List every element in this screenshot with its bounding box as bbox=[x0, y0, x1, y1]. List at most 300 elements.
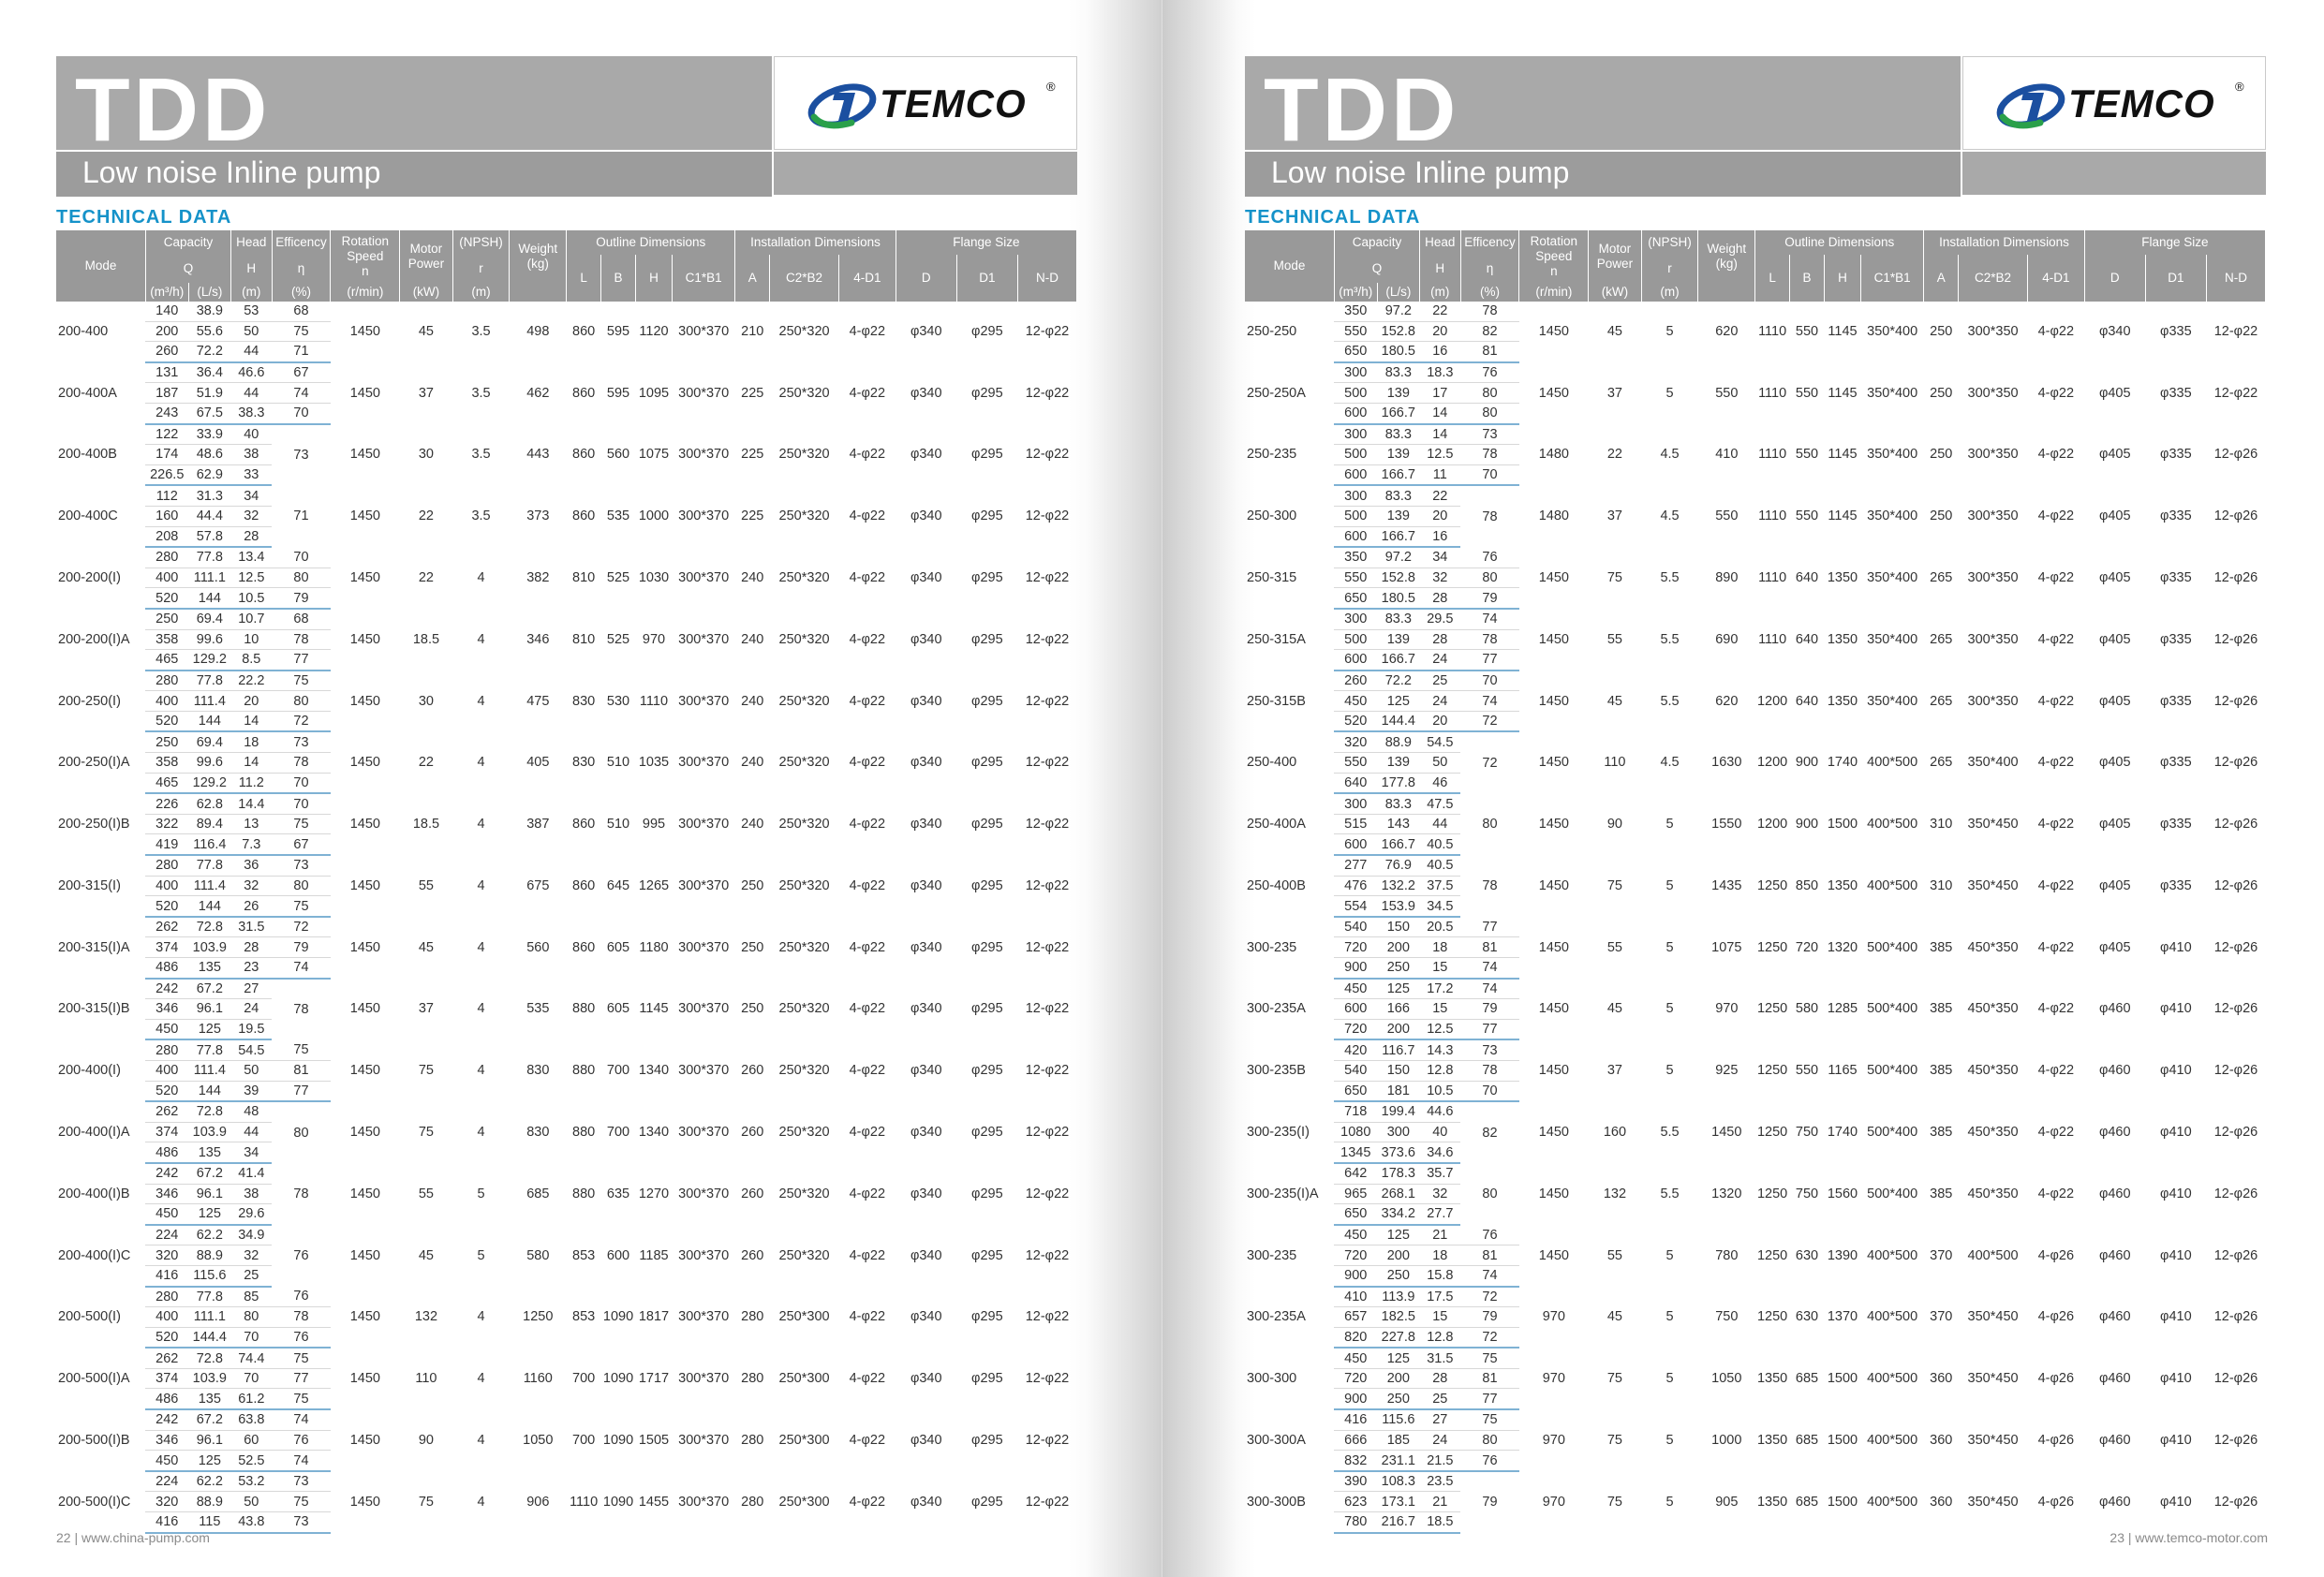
table-cell: 1110 bbox=[570, 1494, 599, 1510]
table-cell: 31.3 bbox=[188, 485, 231, 506]
table-cell: 1500 bbox=[1827, 1371, 1858, 1387]
table-cell: 300*370 bbox=[678, 324, 730, 340]
table-cell: 498 bbox=[526, 324, 550, 340]
table-cell: φ410 bbox=[2160, 1309, 2192, 1325]
table-cell: 8.5 bbox=[231, 650, 272, 671]
table-cell: 21 bbox=[1420, 1225, 1460, 1245]
table-cell: φ405 bbox=[2098, 631, 2131, 647]
table-cell: 30 bbox=[418, 447, 434, 463]
table-cell: φ295 bbox=[971, 939, 1003, 955]
table-cell: 450*350 bbox=[1967, 1186, 2019, 1201]
model-name: 250-250 bbox=[1247, 324, 1297, 340]
table-row bbox=[1245, 485, 2266, 506]
table-cell: 860 bbox=[572, 939, 596, 955]
table-cell: 970 bbox=[642, 631, 666, 647]
table-cell: 1450 bbox=[1538, 939, 1569, 955]
table-cell: 73 bbox=[1460, 1039, 1519, 1060]
table-cell: 600 bbox=[606, 1247, 630, 1263]
table-cell: 300*370 bbox=[678, 755, 730, 771]
table-cell: 81 bbox=[272, 1060, 331, 1081]
table-cell: 11.2 bbox=[231, 773, 272, 793]
table-row bbox=[56, 731, 1077, 752]
table-cell: 520 bbox=[1334, 711, 1377, 731]
table-cell: 450*350 bbox=[1967, 1063, 2019, 1079]
table-cell: 385 bbox=[1930, 1063, 1953, 1079]
table-cell: 310 bbox=[1930, 877, 1953, 893]
table-cell: 300*350 bbox=[1967, 508, 2019, 524]
table-cell: 12-φ22 bbox=[1025, 693, 1070, 709]
table-cell: 54.5 bbox=[231, 1039, 272, 1060]
table-cell: 718 bbox=[1334, 1101, 1377, 1122]
table-cell: 12-φ22 bbox=[1025, 755, 1070, 771]
table-cell: 250*300 bbox=[778, 1309, 830, 1325]
table-cell: 970 bbox=[1542, 1494, 1565, 1510]
table-cell: 22 bbox=[418, 755, 434, 771]
table-cell: 72 bbox=[1482, 755, 1498, 771]
table-row bbox=[1245, 1039, 2266, 1060]
table-cell: 50 bbox=[231, 1060, 272, 1081]
table-cell: 99.6 bbox=[188, 629, 231, 650]
model-name: 200-200(I) bbox=[58, 570, 121, 586]
table-cell: 860 bbox=[572, 447, 596, 463]
table-cell: 73 bbox=[1460, 424, 1519, 445]
table-cell: 4-φ26 bbox=[2037, 1309, 2075, 1325]
table-cell: 200 bbox=[1377, 1245, 1420, 1266]
table-cell: 12-φ26 bbox=[2213, 817, 2258, 833]
table-cell: 905 bbox=[1715, 1494, 1739, 1510]
table-cell: 4-φ22 bbox=[849, 939, 886, 955]
table-cell: 1340 bbox=[638, 1125, 670, 1141]
table-cell: 80 bbox=[293, 1125, 309, 1141]
table-cell: 1250 bbox=[1756, 1001, 1788, 1017]
table-cell: 965 bbox=[1334, 1184, 1377, 1204]
table-cell: 75 bbox=[272, 1348, 331, 1368]
table-cell: 5.5 bbox=[1660, 570, 1680, 586]
table-cell: 5 bbox=[1665, 1371, 1674, 1387]
table-cell: 890 bbox=[1715, 570, 1739, 586]
table-cell: 78 bbox=[1460, 1060, 1519, 1081]
table-cell: 83.3 bbox=[1377, 609, 1420, 629]
table-cell: 62.9 bbox=[188, 464, 231, 485]
table-cell: 99.6 bbox=[188, 753, 231, 774]
table-cell: 4-φ22 bbox=[849, 1001, 886, 1017]
table-cell: φ340 bbox=[2098, 324, 2131, 340]
table-cell: 83.3 bbox=[1377, 793, 1420, 814]
table-cell: 400*500 bbox=[1867, 1432, 1918, 1448]
table-row bbox=[56, 1101, 1077, 1122]
model-name: 200-400(I)C bbox=[58, 1247, 131, 1263]
table-cell: 74.4 bbox=[231, 1348, 272, 1368]
table-cell: 1250 bbox=[523, 1309, 554, 1325]
table-cell: 79 bbox=[1482, 1495, 1498, 1511]
table-cell: 12-φ22 bbox=[1025, 817, 1070, 833]
table-cell: 32 bbox=[231, 1245, 272, 1266]
model-name: 250-400 bbox=[1247, 755, 1297, 771]
table-cell: φ295 bbox=[971, 447, 1003, 463]
table-cell: 700 bbox=[606, 1063, 630, 1079]
table-cell: 125 bbox=[1377, 979, 1420, 999]
table-cell: 12-φ26 bbox=[2213, 1125, 2258, 1141]
table-cell: 374 bbox=[145, 1368, 188, 1389]
table-cell: 18 bbox=[1420, 937, 1460, 958]
model-name: 200-400B bbox=[58, 447, 117, 463]
table-cell: 88.9 bbox=[1377, 731, 1420, 752]
table-cell: 110 bbox=[1604, 755, 1626, 771]
table-cell: 4-φ22 bbox=[849, 324, 886, 340]
table-cell: 4-φ22 bbox=[2037, 693, 2075, 709]
table-cell: 61.2 bbox=[231, 1389, 272, 1409]
model-name: 200-400(I) bbox=[58, 1063, 121, 1079]
table-cell: 1110 bbox=[1758, 570, 1787, 586]
table-cell: 1250 bbox=[1756, 1125, 1788, 1141]
table-cell: φ460 bbox=[2098, 1371, 2131, 1387]
table-cell: 82 bbox=[1460, 321, 1519, 342]
table-cell: 300*370 bbox=[678, 1125, 730, 1141]
table-cell: 1350 bbox=[1756, 1494, 1788, 1510]
table-cell: 3.5 bbox=[471, 324, 491, 340]
table-cell: 346 bbox=[145, 1184, 188, 1204]
col-efficiency: Efficency bbox=[272, 230, 331, 255]
table-cell: 1450 bbox=[349, 1494, 380, 1510]
table-cell: 76.9 bbox=[1377, 855, 1420, 876]
table-cell: 250*320 bbox=[778, 1186, 830, 1201]
table-cell: 200 bbox=[1377, 937, 1420, 958]
table-header: Mode Capacity Head Efficency Rotation Speed n Motor Power (NPSH) Weight (kg) Outline Dimensions Installation Dimensions Flange Size Q H η r L B H C1*B1 A C2*B2 4-D1 D D1 N-D (m³/h) (L/s) (m) (%) (r/min) (kW) (m) bbox=[56, 230, 1077, 302]
table-cell: 34.5 bbox=[1420, 896, 1460, 917]
table-cell: 4 bbox=[477, 1309, 485, 1325]
table-cell: 4-φ22 bbox=[849, 631, 886, 647]
table-cell: 81 bbox=[1460, 1368, 1519, 1389]
table-cell: 5 bbox=[1665, 1001, 1674, 1017]
table-cell: 1500 bbox=[1827, 1494, 1858, 1510]
table-cell: 1450 bbox=[349, 1186, 380, 1201]
col-rotation-speed: Rotation Speed n bbox=[331, 230, 400, 283]
table-cell: 78 bbox=[272, 629, 331, 650]
model-name: 250-300 bbox=[1247, 508, 1297, 524]
table-cell: 4-φ22 bbox=[2037, 324, 2075, 340]
table-cell: 67 bbox=[272, 362, 331, 383]
table-cell: 450 bbox=[145, 1204, 188, 1225]
table-cell: 25 bbox=[231, 1265, 272, 1286]
table-cell: 300 bbox=[1334, 362, 1377, 383]
table-cell: 70 bbox=[272, 547, 331, 567]
table-cell: 51.9 bbox=[188, 383, 231, 404]
table-cell: 12-φ26 bbox=[2213, 693, 2258, 709]
table-cell: 1185 bbox=[639, 1247, 669, 1263]
table-cell: 860 bbox=[572, 324, 596, 340]
table-cell: 1817 bbox=[638, 1309, 670, 1325]
table-cell: 535 bbox=[606, 508, 630, 524]
table-cell: 38.3 bbox=[231, 403, 272, 423]
table-cell: 860 bbox=[572, 817, 596, 833]
table-cell: 129.2 bbox=[188, 650, 231, 671]
table-cell: 832 bbox=[1334, 1451, 1377, 1471]
table-cell: 75 bbox=[418, 1494, 434, 1510]
table-cell: 44 bbox=[1420, 814, 1460, 834]
table-cell: φ340 bbox=[910, 817, 942, 833]
table-cell: 144.4 bbox=[188, 1327, 231, 1348]
table-cell: 28 bbox=[1420, 629, 1460, 650]
table-header: Mode Capacity Head Efficency Rotation Speed n Motor Power (NPSH) Weight (kg) Outline Dimensions Installation Dimensions Flange Size Q H η r L B H C1*B1 A C2*B2 4-D1 D D1 N-D (m³/h) (L/s) (m) (%) (r/min) (kW) (m) bbox=[1245, 230, 2266, 302]
table-cell: 111.4 bbox=[188, 1060, 231, 1081]
table-cell: 666 bbox=[1334, 1430, 1377, 1451]
col-npsh: (NPSH) bbox=[1641, 230, 1698, 255]
product-title: TDD bbox=[75, 60, 272, 160]
table-cell: 80 bbox=[272, 876, 331, 896]
table-cell: 12-φ26 bbox=[2213, 1432, 2258, 1448]
table-cell: 12.5 bbox=[1420, 445, 1460, 465]
table-cell: 250*320 bbox=[778, 447, 830, 463]
table-cell: 1480 bbox=[1538, 447, 1569, 463]
table-cell: 970 bbox=[1542, 1309, 1565, 1325]
table-cell: φ335 bbox=[2160, 693, 2192, 709]
table-cell: 68 bbox=[272, 609, 331, 629]
table-cell: 280 bbox=[741, 1432, 764, 1448]
table-cell: 350*400 bbox=[1867, 631, 1918, 647]
table-cell: 160 bbox=[145, 506, 188, 526]
table-body-left bbox=[56, 302, 1077, 1533]
table-cell: 1450 bbox=[1538, 631, 1569, 647]
table-cell: 906 bbox=[526, 1494, 550, 1510]
table-cell: 550 bbox=[1795, 385, 1819, 401]
table-cell: 32 bbox=[231, 506, 272, 526]
table-cell: 18.5 bbox=[412, 631, 440, 647]
table-cell: 250 bbox=[1930, 508, 1953, 524]
table-cell: 41.4 bbox=[231, 1163, 272, 1184]
table-cell: φ460 bbox=[2098, 1494, 2131, 1510]
table-cell: 280 bbox=[145, 1287, 188, 1307]
table-cell: 250*320 bbox=[778, 1247, 830, 1263]
table-cell: 4-φ22 bbox=[2037, 1125, 2075, 1141]
model-name: 300-235(I) bbox=[1247, 1125, 1310, 1141]
table-cell: 500*400 bbox=[1867, 1125, 1918, 1141]
table-cell: 12-φ22 bbox=[1025, 447, 1070, 463]
table-cell: φ410 bbox=[2160, 1371, 2192, 1387]
table-cell: 67.2 bbox=[188, 1163, 231, 1184]
table-cell: 45 bbox=[1606, 324, 1622, 340]
table-cell: 70 bbox=[1460, 1081, 1519, 1101]
table-cell: 77 bbox=[1460, 650, 1519, 671]
table-cell: 76 bbox=[272, 1287, 331, 1307]
table-cell: 550 bbox=[1715, 508, 1739, 524]
table-cell: 80 bbox=[1460, 403, 1519, 423]
table-cell: 600 bbox=[1334, 650, 1377, 671]
table-cell: 224 bbox=[145, 1471, 188, 1492]
table-cell: 16 bbox=[1420, 342, 1460, 362]
temco-swoosh-icon bbox=[1995, 76, 2068, 132]
table-body-right bbox=[1245, 302, 2266, 1533]
table-cell: 20.5 bbox=[1420, 917, 1460, 937]
model-name: 300-235A bbox=[1247, 1309, 1306, 1325]
col-flange: Flange Size bbox=[896, 230, 1076, 255]
table-cell: 22.2 bbox=[231, 671, 272, 691]
table-cell: 650 bbox=[1334, 1204, 1377, 1225]
table-cell: 250*320 bbox=[778, 385, 830, 401]
table-cell: 17.5 bbox=[1420, 1287, 1460, 1307]
model-name: 300-235B bbox=[1247, 1063, 1306, 1079]
table-cell: 630 bbox=[1795, 1309, 1819, 1325]
table-cell: 23.5 bbox=[1420, 1471, 1460, 1492]
table-cell: 152.8 bbox=[1377, 321, 1420, 342]
table-cell: 1145 bbox=[1828, 385, 1858, 401]
model-name: 200-200(I)A bbox=[58, 631, 130, 647]
table-cell: 4-φ22 bbox=[849, 1186, 886, 1201]
table-cell: 12-φ26 bbox=[2213, 570, 2258, 586]
table-cell: φ410 bbox=[2160, 1494, 2192, 1510]
table-cell: φ340 bbox=[910, 1309, 942, 1325]
table-cell: 280 bbox=[145, 855, 188, 876]
table-cell: 24 bbox=[1420, 691, 1460, 712]
table-cell: 500 bbox=[1334, 383, 1377, 404]
temco-logo bbox=[774, 56, 1077, 150]
table-cell: 1450 bbox=[1538, 385, 1569, 401]
table-cell: 900 bbox=[1334, 958, 1377, 979]
table-cell: 4-φ22 bbox=[2037, 1186, 2075, 1201]
model-name: 300-300 bbox=[1247, 1371, 1297, 1387]
table-cell: 75 bbox=[272, 671, 331, 691]
table-cell: 262 bbox=[145, 1348, 188, 1368]
table-cell: 4 bbox=[477, 817, 485, 833]
table-cell: 75 bbox=[418, 1125, 434, 1141]
table-cell: 1455 bbox=[638, 1494, 670, 1510]
table-cell: 1450 bbox=[349, 939, 380, 955]
table-cell: 410 bbox=[1715, 447, 1739, 463]
table-cell: 510 bbox=[606, 755, 630, 771]
table-cell: 250 bbox=[145, 731, 188, 752]
table-cell: 300*370 bbox=[678, 631, 730, 647]
table-row bbox=[56, 1039, 1077, 1060]
table-cell: 400*500 bbox=[1867, 817, 1918, 833]
table-cell: 34.9 bbox=[231, 1225, 272, 1245]
table-cell: 374 bbox=[145, 937, 188, 958]
table-cell: 12-φ26 bbox=[2213, 755, 2258, 771]
table-cell: 243 bbox=[145, 403, 188, 423]
table-cell: 300*370 bbox=[678, 385, 730, 401]
table-cell: 67.2 bbox=[188, 979, 231, 999]
col-head: Head bbox=[1420, 230, 1460, 255]
table-cell: 40.5 bbox=[1420, 855, 1460, 876]
table-cell: 4-φ22 bbox=[849, 1063, 886, 1079]
table-cell: 12.8 bbox=[1420, 1327, 1460, 1348]
table-cell: 227.8 bbox=[1377, 1327, 1420, 1348]
table-cell: 358 bbox=[145, 629, 188, 650]
table-cell: 550 bbox=[1795, 1063, 1819, 1079]
table-cell: 360 bbox=[1930, 1494, 1953, 1510]
table-cell: 73 bbox=[293, 447, 309, 463]
table-row bbox=[1245, 1101, 2266, 1122]
table-cell: 125 bbox=[188, 1451, 231, 1471]
table-cell: 45 bbox=[1606, 1001, 1622, 1017]
table-cell: 350*400 bbox=[1867, 508, 1918, 524]
table-cell: 650 bbox=[1334, 588, 1377, 609]
table-cell: 25 bbox=[1420, 1389, 1460, 1409]
table-cell: 4-φ22 bbox=[2037, 385, 2075, 401]
table-cell: 450 bbox=[1334, 979, 1377, 999]
table-cell: 1250 bbox=[1756, 1063, 1788, 1079]
table-cell: 750 bbox=[1795, 1186, 1819, 1201]
product-subtitle: Low noise Inline pump bbox=[1271, 155, 1570, 189]
table-cell: 4 bbox=[477, 1494, 485, 1510]
table-cell: 125 bbox=[1377, 691, 1420, 712]
table-cell: 74 bbox=[272, 1451, 331, 1471]
table-cell: 90 bbox=[418, 1432, 434, 1448]
model-name: 200-400(I)A bbox=[58, 1125, 130, 1141]
table-cell: 300*370 bbox=[678, 1063, 730, 1079]
table-cell: 657 bbox=[1334, 1307, 1377, 1328]
table-cell: φ295 bbox=[971, 1494, 1003, 1510]
table-cell: 81 bbox=[1460, 342, 1519, 362]
table-cell: 76 bbox=[293, 1247, 309, 1263]
table-cell: 76 bbox=[1460, 1451, 1519, 1471]
table-cell: 1480 bbox=[1538, 508, 1569, 524]
table-cell: φ405 bbox=[2098, 693, 2131, 709]
model-name: 250-315A bbox=[1247, 631, 1306, 647]
table-cell: 4-φ22 bbox=[849, 1371, 886, 1387]
table-cell: 32 bbox=[1420, 567, 1460, 588]
table-cell: 1560 bbox=[1827, 1186, 1858, 1201]
table-cell: 260 bbox=[741, 1186, 764, 1201]
table-cell: 4-φ22 bbox=[2037, 1001, 2075, 1017]
table-cell: 166.7 bbox=[1377, 834, 1420, 855]
table-cell: 300*370 bbox=[678, 1247, 730, 1263]
table-cell: 16 bbox=[1420, 526, 1460, 547]
table-cell: 1090 bbox=[602, 1432, 634, 1448]
table-cell: 310 bbox=[1930, 817, 1953, 833]
table-cell: φ295 bbox=[971, 508, 1003, 524]
table-cell: 17.2 bbox=[1420, 979, 1460, 999]
table-cell: 1450 bbox=[349, 1001, 380, 1017]
table-row bbox=[56, 1163, 1077, 1184]
table-cell: 1450 bbox=[349, 1371, 380, 1387]
table-cell: 111.4 bbox=[188, 691, 231, 712]
table-cell: 10.5 bbox=[231, 588, 272, 609]
table-cell: 780 bbox=[1334, 1512, 1377, 1533]
table-cell: 90 bbox=[1606, 817, 1622, 833]
table-cell: 83.3 bbox=[1377, 424, 1420, 445]
table-cell: 465 bbox=[145, 650, 188, 671]
table-cell: 72.8 bbox=[188, 1348, 231, 1368]
table-cell: φ410 bbox=[2160, 1432, 2192, 1448]
table-cell: 12-φ22 bbox=[2213, 385, 2258, 401]
table-cell: 1390 bbox=[1827, 1247, 1858, 1263]
table-cell: 262 bbox=[145, 917, 188, 937]
table-row bbox=[56, 547, 1077, 567]
table-cell: 595 bbox=[606, 324, 630, 340]
table-cell: φ295 bbox=[971, 570, 1003, 586]
col-motor-power: Motor Power bbox=[1589, 230, 1641, 283]
table-cell: 97.2 bbox=[1377, 302, 1420, 321]
table-cell: 54.5 bbox=[1420, 731, 1460, 752]
table-cell: φ335 bbox=[2160, 447, 2192, 463]
table-cell: 33 bbox=[231, 464, 272, 485]
table-cell: 12-φ22 bbox=[1025, 1494, 1070, 1510]
table-cell: 108.3 bbox=[1377, 1471, 1420, 1492]
table-row bbox=[1245, 362, 2266, 383]
table-cell: 5 bbox=[1665, 1247, 1674, 1263]
table-cell: 250*320 bbox=[778, 324, 830, 340]
col-outline: Outline Dimensions bbox=[567, 230, 735, 255]
table-cell: φ340 bbox=[910, 631, 942, 647]
table-cell: 385 bbox=[1930, 1125, 1953, 1141]
table-cell: 62.8 bbox=[188, 793, 231, 814]
table-cell: 44 bbox=[231, 1122, 272, 1142]
table-cell: 370 bbox=[1930, 1309, 1953, 1325]
table-cell: 70 bbox=[272, 793, 331, 814]
table-cell: φ340 bbox=[910, 755, 942, 771]
table-cell: 640 bbox=[1795, 570, 1819, 586]
table-cell: 5 bbox=[1665, 324, 1674, 340]
table-cell: 450 bbox=[1334, 691, 1377, 712]
